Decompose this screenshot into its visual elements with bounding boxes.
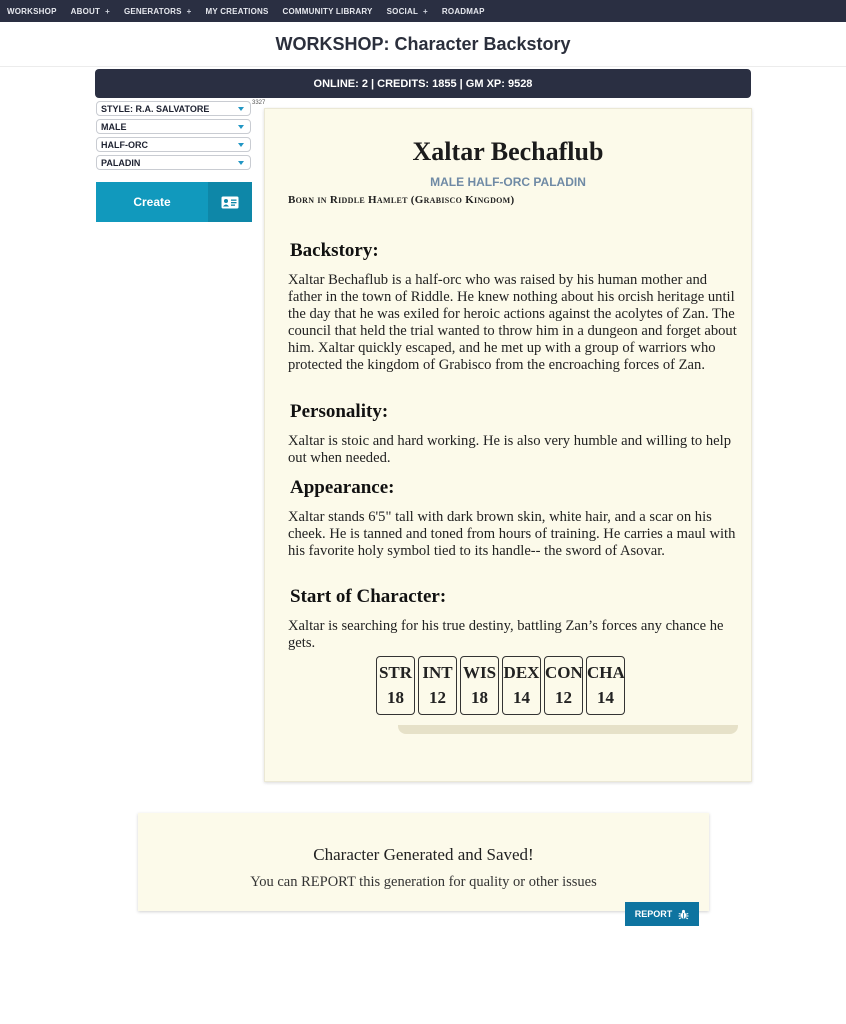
create-icon-box	[208, 182, 252, 222]
result-panel	[138, 813, 709, 911]
stat-abbr: INT	[422, 663, 453, 682]
select-value: HALF-ORC	[101, 139, 148, 150]
nav-label: GENERATORS	[123, 6, 182, 16]
select-value: PALADIN	[101, 157, 141, 168]
stat-value: 12	[555, 688, 572, 707]
character-card	[264, 108, 752, 782]
nav-item-generators[interactable]	[124, 7, 192, 16]
appearance-text: Xaltar stands 6'5" tall with dark brown skin, white hair, and a scar on his cheek. He is tanned and toned from hours of training. He carries a maul with his favorite holy symbol tied to its handle-- the sword of Asovar.	[288, 509, 736, 559]
result-subtitle: You can REPORT this generation for quality or other issues	[250, 874, 597, 890]
nav-item-community-library[interactable]	[283, 7, 373, 16]
generator-options	[96, 101, 251, 173]
nav-item-workshop[interactable]	[7, 7, 57, 16]
stat-abbr: CON	[545, 663, 583, 682]
id-card-icon	[221, 196, 239, 209]
stat-con	[544, 656, 583, 715]
create-label: Create	[133, 195, 171, 209]
nav-item-about[interactable]	[71, 7, 110, 16]
appearance-heading: Appearance:	[290, 477, 395, 498]
stat-int	[418, 656, 457, 715]
caret-down-icon	[238, 161, 244, 165]
start-heading: Start of Character:	[290, 586, 447, 607]
stat-abbr: CHA	[587, 663, 625, 682]
nav-item-social[interactable]	[387, 7, 428, 16]
character-name: Xaltar Bechaflub	[412, 137, 604, 166]
caret-down-icon	[238, 125, 244, 129]
page-title: WORKSHOP: Character Backstory	[275, 34, 571, 54]
generation-counter: 3327	[252, 100, 266, 106]
nav-label: WORKSHOP	[7, 6, 57, 16]
backstory-text: Xaltar Bechaflub is a half-orc who was raised by his human mother and father in the town of Riddle. He knew nothing about his orcish heritage until the day that he was exiled for heroic actions against the acolytes of Zan. The council that held the trial wanted to throw him in a dungeon and forget about him. Xaltar quickly escaped, and he met up with a group of warriors who protected the kingdom of Grabisco from the encroaching forces of Zan.	[288, 272, 737, 373]
start-text: Xaltar is searching for his true destiny, battling Zan’s forces any chance he gets.	[288, 618, 724, 651]
stat-str	[376, 656, 415, 715]
stat-value: 14	[597, 688, 614, 707]
nav-label: SOCIAL	[386, 6, 419, 16]
nav-label: ROADMAP	[441, 6, 485, 16]
plus-icon: +	[186, 6, 192, 16]
class-select[interactable]	[96, 155, 251, 170]
stat-abbr: DEX	[503, 663, 540, 682]
stat-value: 12	[429, 688, 446, 707]
plus-icon: +	[105, 6, 110, 16]
nav-label: ABOUT	[70, 6, 101, 16]
stat-cha	[586, 656, 625, 715]
character-birthplace: Born in Riddle Hamlet (Grabisco Kingdom)	[288, 194, 515, 206]
stat-abbr: STR	[378, 663, 413, 682]
gender-select[interactable]	[96, 119, 251, 134]
character-subtitle: MALE HALF-ORC PALADIN	[430, 175, 586, 189]
card-scroll-bar[interactable]	[398, 725, 738, 734]
stat-value: 18	[471, 688, 488, 707]
stat-value: 14	[513, 688, 530, 707]
personality-heading: Personality:	[290, 401, 389, 422]
top-nav	[0, 0, 846, 22]
race-select[interactable]	[96, 137, 251, 152]
caret-down-icon	[238, 143, 244, 147]
report-button[interactable]	[625, 902, 699, 926]
plus-icon: +	[423, 6, 428, 16]
nav-label: MY CREATIONS	[205, 6, 269, 16]
nav-item-my-creations[interactable]	[206, 7, 269, 16]
status-bar: ONLINE: 2 | CREDITS: 1855 | GM XP: 9528	[95, 69, 751, 98]
select-value: STYLE: R.A. SALVATORE	[101, 103, 210, 114]
nav-label: COMMUNITY LIBRARY	[282, 6, 373, 16]
stat-wis	[460, 656, 499, 715]
divider	[0, 66, 846, 67]
bug-icon	[678, 909, 689, 920]
create-button[interactable]	[96, 182, 252, 222]
style-select[interactable]	[96, 101, 251, 116]
report-label: REPORT	[634, 909, 673, 919]
result-title: Character Generated and Saved!	[313, 845, 534, 864]
caret-down-icon	[238, 107, 244, 111]
ability-scores	[376, 656, 628, 715]
stat-value: 18	[387, 688, 404, 707]
stat-abbr: WIS	[462, 663, 497, 682]
stat-dex	[502, 656, 541, 715]
personality-text: Xaltar is stoic and hard working. He is also very humble and willing to help out when needed.	[288, 433, 731, 466]
nav-item-roadmap[interactable]	[442, 7, 485, 16]
select-value: MALE	[101, 121, 127, 132]
backstory-heading: Backstory:	[290, 240, 379, 261]
